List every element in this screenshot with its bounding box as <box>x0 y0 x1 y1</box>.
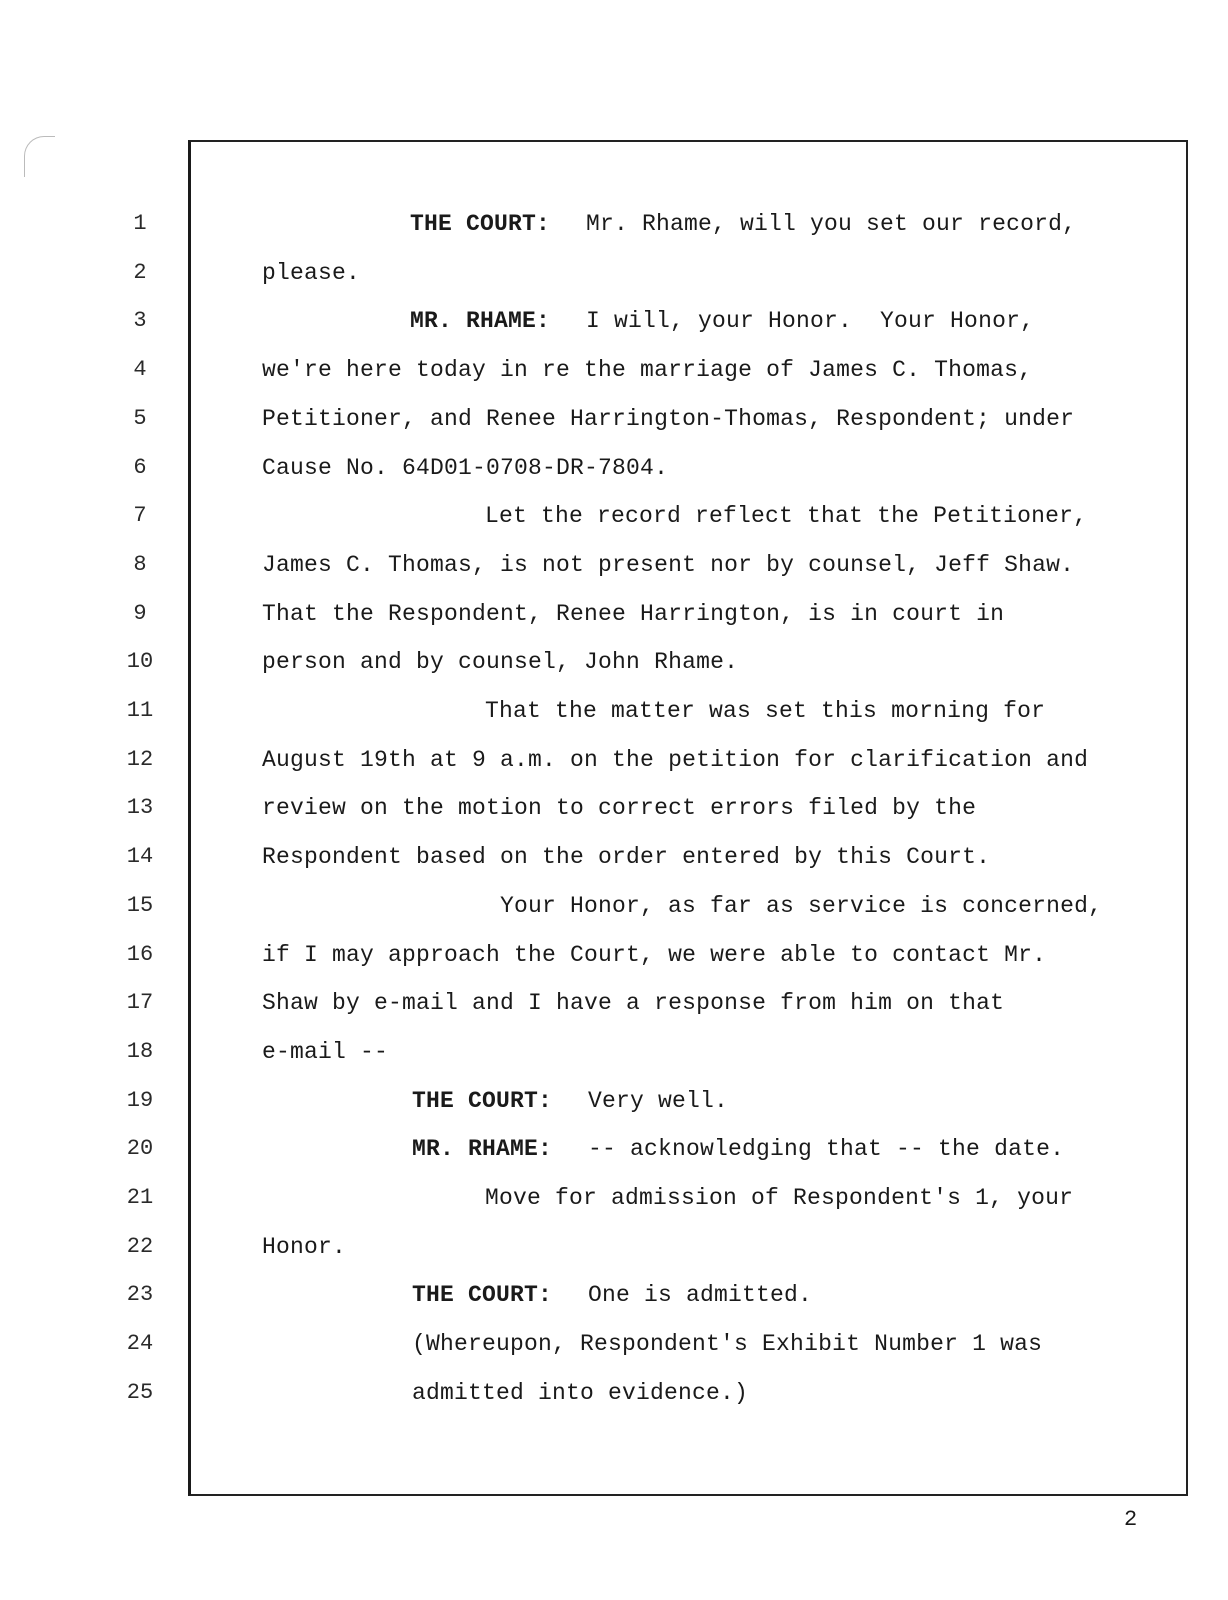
transcript-line-text: person and by counsel, John Rhame. <box>262 649 739 676</box>
scan-artifact <box>24 136 55 177</box>
line-number: 7 <box>133 503 147 529</box>
line-number: 3 <box>133 308 147 334</box>
line-number: 9 <box>133 600 147 626</box>
line-number: 20 <box>126 1136 154 1162</box>
line-number: 8 <box>133 551 147 577</box>
transcript-line-text: review on the motion to correct errors filed by the <box>262 795 977 822</box>
line-number: 17 <box>126 990 154 1016</box>
transcript-line-text: One is admitted. <box>588 1282 813 1309</box>
transcript-line-text: please. <box>262 259 361 286</box>
transcript-line-text: admitted into evidence.) <box>412 1379 749 1406</box>
speaker-label: THE COURT: <box>412 1087 553 1114</box>
transcript-line-text: e-mail -- <box>262 1038 389 1065</box>
line-number: 6 <box>133 454 147 480</box>
line-number: 18 <box>126 1038 154 1064</box>
line-number: 10 <box>126 649 154 675</box>
line-number: 4 <box>133 357 147 383</box>
transcript-line-text: (Whereupon, Respondent's Exhibit Number 1 was <box>412 1331 1043 1358</box>
transcript-line-text: Respondent based on the order entered by this Court. <box>262 844 991 871</box>
line-number: 2 <box>133 259 147 285</box>
transcript-line-text: Cause No. 64D01-0708-DR-7804. <box>262 454 669 481</box>
transcript-line-text: Petitioner, and Renee Harrington-Thomas, Respondent; under <box>262 405 1075 432</box>
transcript-line-text: James C. Thomas, is not present nor by counsel, Jeff Shaw. <box>262 551 1075 578</box>
transcript-line-text: Your Honor, as far as service is concerned, <box>500 892 1103 919</box>
line-number: 21 <box>126 1185 154 1210</box>
line-number: 23 <box>126 1282 154 1308</box>
transcript-line-text: That the Respondent, Renee Harrington, is in court in <box>262 600 1005 627</box>
transcript-line-text: Mr. Rhame, will you set our record, <box>586 211 1077 237</box>
line-number: 11 <box>126 698 154 723</box>
transcript-line-text: I will, your Honor. Your Honor, <box>586 308 1035 335</box>
line-number: 14 <box>126 844 154 870</box>
transcript-line-text: Move for admission of Respondent's 1, your <box>485 1185 1074 1211</box>
line-number: 24 <box>126 1331 154 1357</box>
transcript-line-text: Very well. <box>588 1087 729 1114</box>
line-number: 13 <box>126 795 154 821</box>
line-number: 22 <box>126 1233 154 1259</box>
transcript-line-text: we're here today in re the marriage of James C. Thomas, <box>262 357 1033 384</box>
line-number: 16 <box>126 941 154 967</box>
speaker-label: THE COURT: <box>410 211 551 237</box>
line-number: 5 <box>133 405 147 431</box>
line-number: 15 <box>126 892 154 918</box>
line-number: 1 <box>133 211 147 236</box>
line-number: 19 <box>126 1087 154 1113</box>
page-number: 2 <box>1124 1507 1138 1532</box>
transcript-line-text: -- acknowledging that -- the date. <box>588 1136 1065 1163</box>
transcript-line-text: August 19th at 9 a.m. on the petition for clarification and <box>262 746 1089 773</box>
transcript-line-text: Let the record reflect that the Petitioner, <box>485 503 1088 530</box>
line-number: 12 <box>126 746 154 772</box>
transcript-line-text: if I may approach the Court, we were able to contact Mr. <box>262 941 1047 968</box>
transcript-line-text: That the matter was set this morning for <box>485 698 1046 724</box>
line-number: 25 <box>126 1379 154 1405</box>
transcript-line-text: Honor. <box>262 1233 347 1260</box>
transcript-line-text: Shaw by e-mail and I have a response from him on that <box>262 990 1005 1017</box>
speaker-label: MR. RHAME: <box>412 1136 553 1163</box>
speaker-label: MR. RHAME: <box>410 308 551 335</box>
speaker-label: THE COURT: <box>412 1282 553 1309</box>
